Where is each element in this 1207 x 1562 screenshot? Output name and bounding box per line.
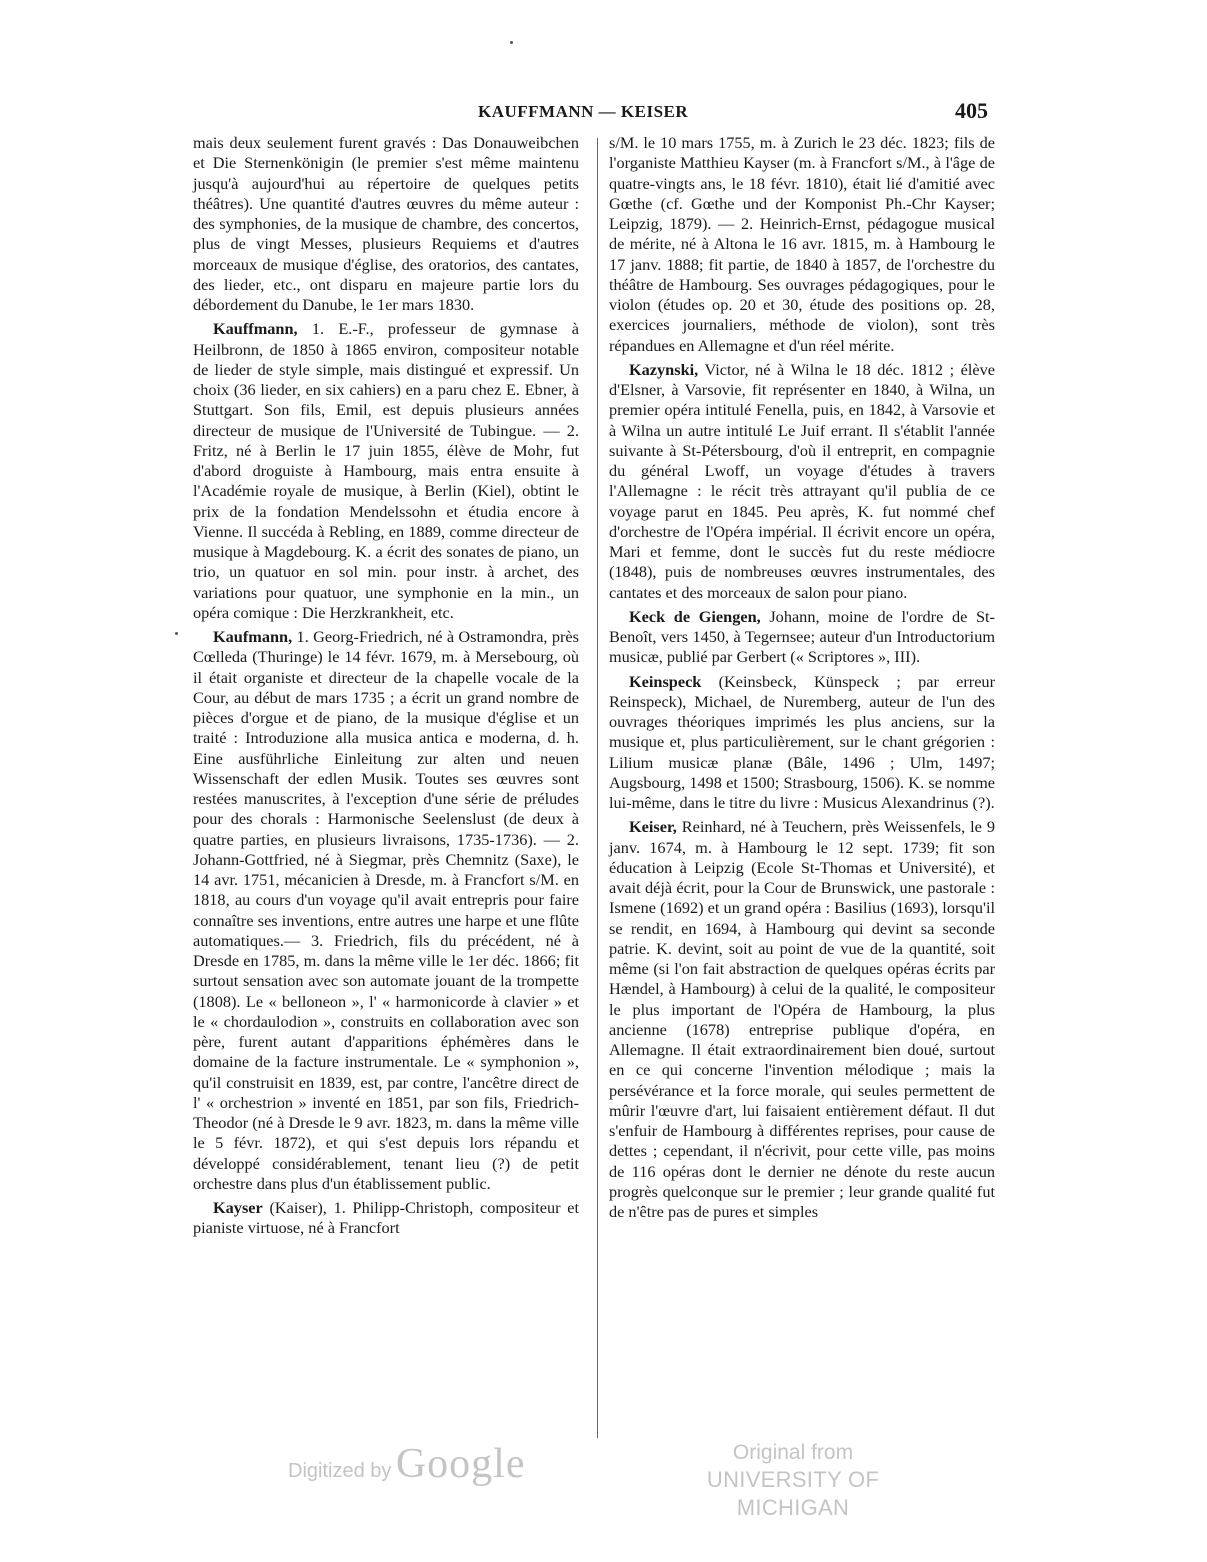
entry-kaufmann <box>193 627 579 1194</box>
entry-keck <box>609 607 995 668</box>
entry-body: (Kaiser), 1. Philipp-Christoph, compositeur et pianiste virtuose, né à Francfort <box>193 1198 579 1238</box>
page-number: 405 <box>955 98 988 123</box>
entry-body: (Keinsbeck, Künspeck ; par erreur Reinspeck), Michael, de Nuremberg, auteur de l'un des ouvrages théoriques imprimés les plus anciens, sur la musique et, plus particulièrement, sur le chant grégorien : Lilium musicæ planæ (Bâle, 1496 ; Ulm, 1497; Augsbourg, 1498 et 1500; Strasbourg, 1506). K. se nomme lui-même, dans le titre du livre : Musicus Alexandrinus (?). <box>609 671 995 812</box>
right-column <box>609 133 995 1226</box>
entry-headword: Keck de Giengen, <box>629 606 761 626</box>
paragraph: s/M. le 10 mars 1755, m. à Zurich le 23 déc. 1823; fils de l'organiste Matthieu Kayser (m. à Francfort s/M., à l'âge de quatre-vingts ans, le 18 févr. 1810), était lié d'amitié avec Gœthe (cf. Gœthe und der Komponist Ph.-Chr Kayser; Leipzig, 1879). — 2. Heinrich-Ernst, pédagogue musical de mérite, né à Altona le 16 avr. 1815, m. à Hambourg le 17 janv. 1888; fit partie, de 1840 à 1857, de l'orchestre du théâtre de Hambourg. Ses ouvrages pédagogiques, pour le violon (études op. 20 et 30, étude des positions op. 28, exercices journaliers, méthode de violon), sont très répandues en Allemagne et d'un réel mérite. <box>609 133 995 355</box>
entry-headword: Kazynski, <box>629 359 699 379</box>
entry-body: Johann, moine de l'ordre de St-Benoît, vers 1450, à Tegernsee; auteur d'un Introductorium musicæ, publié par Gerbert (« Scriptores », III). <box>609 606 995 667</box>
source-watermark <box>668 1440 918 1522</box>
original-from-text: Original from <box>732 1441 854 1464</box>
entry-keiser <box>609 817 995 1222</box>
paragraph: mais deux seulement furent gravés : Das Donauweibchen et Die Sternenkönigin (le premier s'est même maintenu jusqu'à aujourd'hui au répertoire de quelques petits théâtres). Une quantité d'autres œuvres du même auteur : des symphonies, de la musique de chambre, des concertos, plus de vingt Messes, plusieurs Requiems et d'autres morceaux de musique d'église, des oratorios, des cantates, des lieder, etc., ont disparu en majeure partie lors du débordement du Danube, le 1er mars 1830. <box>193 133 579 314</box>
google-watermark <box>288 1440 526 1488</box>
entry-kazynski <box>609 360 995 603</box>
entry-body: 1. Georg-Friedrich, né à Ostramondra, près Cœlleda (Thuringe) le 14 févr. 1679, m. à Mersebourg, où il était organiste et directeur de la chapelle vocale de la Cour, au début de mars 1735 ; a écrit un grand nombre de pièces d'orgue et de piano, de la musique d'église et un traité : Introduzione alla musica antica e moderna, d. h. Eine ausführliche Einleitung zur alten und neuen Wissenschaft der edlen Musik. Toutes ses œuvres sont restées manuscrites, à l'exception d'une série de préludes pour des chorals : Harmonische Seelenslust (de deux à quatre parties, en plusieurs livraisons, 1735-1736). — 2. Johann-Gottfried, né à Siegmar, près Chemnitz (Saxe), le 14 avr. 1751, mécanicien à Dresde, m. à Francfort s/M. en 1818, au cours d'un voyage qu'il avait entrepris pour faire connaître ses inventions, entre autres une harpe et une flûte automatiques.— 3. Friedrich, fils du précédent, né à Dresde en 1785, m. dans la même ville le 1er déc. 1866; fit surtout sensation avec son automate jouant de la trompette (1808). Le « belloneon », l' « harmonicorde à clavier » et le « chordaulodion », construits en collaboration avec son père, furent autant d'apparitions éphémères dans le domaine de la facture instrumentale. Le « symphonion », qu'il construisit en 1839, est, par contre, l'ancêtre direct de l' « orchestrion » inventé en 1851, par son fils, Friedrich-Theodor (né à Dresde le 9 avr. 1823, m. dans la même ville le 5 févr. 1872), et qui s'est depuis lors répandu et développé considérablement, tenant lieu (?) de petit orchestre dans plus d'un établissement public. <box>193 627 579 1193</box>
scan-speck <box>175 632 178 635</box>
entry-headword: Kauffmann, <box>213 319 298 339</box>
entry-kayser <box>193 1198 579 1239</box>
entry-headword: Keiser, <box>629 817 677 837</box>
entry-keinspeck <box>609 672 995 814</box>
entry-headword: Keinspeck <box>629 671 702 691</box>
entry-body: Reinhard, né à Teuchern, près Weissenfels, le 9 janv. 1674, m. à Hambourg le 12 sept. 1739; fit son éducation à Leipzig (Ecole St-Thomas et Université), et avait déjà écrit, pour la Cour de Brunswick, une pastorale : Ismene (1692) et un grand opéra : Basilius (1693), lorsqu'il se rendit, en 1694, à Hambourg qui devint sa seconde patrie. K. devint, soit au point de vue de la quantité, soit même (si l'on fait abstraction de quelques opéras écrits par Hændel, à Hambourg) à celui de la qualité, le compositeur le plus important de l'Opéra de Hambourg, la plus ancienne (1678) entreprise publique d'opéra, en Allemagne. Il était extraordinairement bien doué, surtout en ce qui concerne l'invention mélodique ; mais la persévérance et la force morale, qui seules permettent de mûrir l'œuvre d'art, lui faisaient entièrement défaut. Il dut s'enfuir de Hambourg à différentes reprises, pour cause de dettes ; cependant, il n'écrivit, pour cette ville, pas moins de 116 opéras dont le dernier ne dénote du reste aucun progrès quelconque sur le premier ; leur grande qualité fut de n'être pas de pures et simples <box>609 817 995 1221</box>
university-text: UNIVERSITY OF MICHIGAN <box>706 1467 880 1520</box>
digitized-by-text: Digitized by <box>288 1460 392 1482</box>
scan-speck <box>510 41 513 44</box>
google-logo-text: Google <box>395 1441 526 1487</box>
entry-headword: Kaufmann, <box>213 627 293 646</box>
entry-kauffmann <box>193 319 579 623</box>
column-divider <box>597 138 598 1438</box>
running-header: KAUFFMANN — KEISER <box>478 102 689 121</box>
left-column <box>193 133 579 1243</box>
entry-body: 1. E.-F., professeur de gymnase à Heilbronn, de 1850 à 1865 environ, compositeur notable de lieder de style simple, mais distingué et expressif. Un choix (36 lieder, en six cahiers) en a paru chez E. Ebner, à Stuttgart. Son fils, Emil, est depuis plusieurs années directeur de musique de l'Université de Tubingue. — 2. Fritz, né à Berlin le 17 juin 1855, élève de Mohr, fut d'abord droguiste à Hambourg, mais entra ensuite à l'Académie royale de musique, à Berlin (Kiel), obtint le prix de la fondation Mendelssohn et étudia encore à Vienne. Il succéda à Rebling, en 1889, comme directeur de musique à Magdebourg. K. a écrit des sonates de piano, un trio, un quatuor en sol min. pour instr. à archet, des variations pour quatuor, une symphonie en la min., un opéra comique : Die Herzkrankheit, etc. <box>193 319 579 622</box>
entry-headword: Kayser <box>213 1198 263 1217</box>
entry-body: Victor, né à Wilna le 18 déc. 1812 ; élève d'Elsner, à Varsovie, fit représenter en 1840, à Wilna, un premier opéra intitulé Fenella, puis, en 1842, à Varsovie et à Wilna un autre intitulé Le Juif errant. Il s'établit l'année suivante à St-Pétersbourg, d'où il entreprit, en compagnie du général Lwoff, un voyage d'études à travers l'Allemagne : le récit très attrayant qu'il publia de ce voyage parut en 1845. Peu après, K. fut nommé chef d'orchestre de l'Opéra impérial. Il écrivit encore un opéra, Mari et femme, dont le succès fut du reste médiocre (1848), puis de nombreuses œuvres instrumentales, des cantates et des morceaux de salon pour piano. <box>609 359 996 602</box>
